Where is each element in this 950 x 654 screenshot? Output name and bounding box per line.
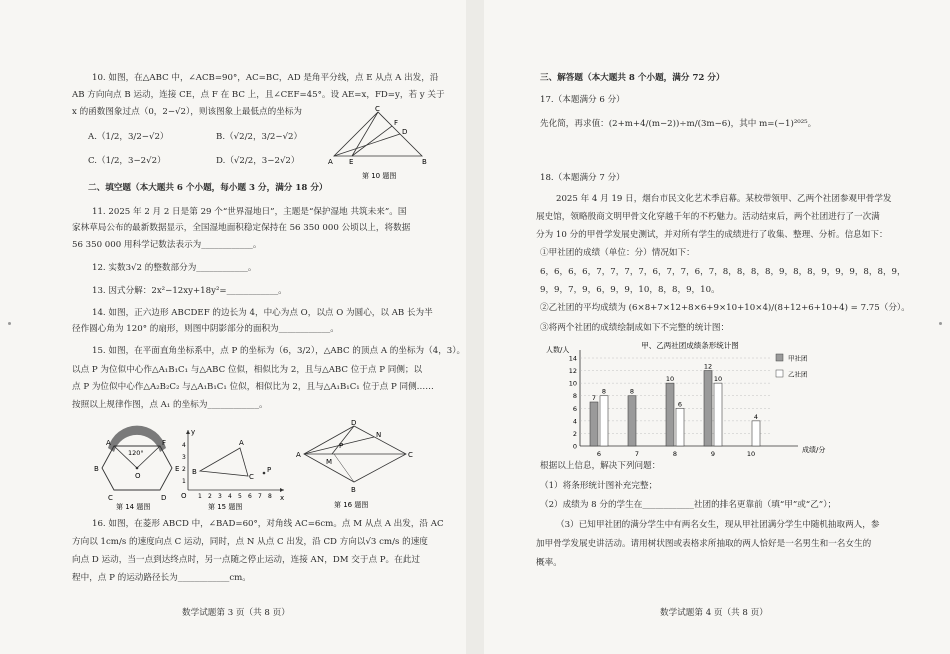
chart-x-tick: 9 (710, 450, 716, 458)
q10-option-a: A.（1/2，3/2−√2） (88, 132, 169, 142)
chart-title: 甲、乙两社团成绩条形统计图 (641, 341, 739, 350)
fig15-xtick-3: 3 (218, 493, 222, 500)
chart-y-tick: 2 (572, 429, 577, 438)
q15-line2: 以点 P 为位似中心作△A₁B₁C₁ 与△ABC 位似，相似比为 2，且与△ABC 位于点 P 同侧；以 (72, 365, 423, 375)
fig14-angle: 120° (128, 449, 144, 457)
q18-heading: 18.（本题满分 7 分） (540, 173, 625, 183)
q18-info1: ①甲社团的成绩（单位：分）情况如下： (540, 248, 695, 258)
chart-data-label: 12 (703, 362, 713, 371)
q15-line1: 15. 如图，在平面直角坐标系中，点 P 的坐标为（6，3/2），△ABC 的顶点 A 的坐标为（4，3）。 (92, 346, 466, 356)
section-3-heading: 三、解答题（本大题共 8 个小题，满分 72 分） (540, 73, 725, 83)
chart-x-tick: 7 (634, 450, 640, 458)
q10-line2: AB 方向向点 B 运动，连接 CE，点 F 在 BC 上，且∠CEF=45°。设 AE=x，FD=y，若 y 关于 (72, 90, 445, 100)
chart-bar-jia-6 (590, 402, 598, 446)
q16-figure (294, 418, 414, 512)
q10-line3: x 的函数图象过点（0，2−√2），则该图象上最低点的坐标为 (72, 107, 303, 117)
fig16-label-a: A (296, 451, 301, 459)
chart-y-tick: 10 (568, 379, 577, 388)
section-2-heading: 二、填空题（本大题共 6 个小题，每小题 3 分，满分 18 分） (88, 183, 328, 193)
fig14-label-f: F (162, 439, 167, 447)
fig15-ytick-3: 3 (182, 454, 186, 461)
chart-y-tick: 14 (568, 354, 577, 363)
chart-data-label: 8 (629, 387, 635, 396)
fig16-caption: 第 16 题图 (334, 501, 369, 509)
q10-line1: 10. 如图，在△ABC 中，∠ACB=90°，AC=BC，AD 是角平分线，点 E 从点 A 出发，沿 (92, 73, 439, 83)
fig14-label-e: E (175, 465, 180, 473)
q10-option-d: D.（√2/2，3−2√2） (216, 156, 300, 166)
fig15-ytick-1: 1 (182, 478, 186, 485)
binding-hole-right (939, 322, 942, 325)
fig15-xtick-4: 4 (228, 493, 232, 500)
binding-hole-left (8, 322, 11, 325)
fig15-caption: 第 15 题图 (208, 503, 243, 511)
q10-option-c: C.（1/2，3−2√2） (88, 156, 166, 166)
legend-label-jia: 甲社团 (788, 354, 808, 363)
q18-scores-line2: 9，9，7，9，6，9，9，10，8，8，9，10。 (540, 285, 720, 295)
q16-line1: 16. 如图，在菱形 ABCD 中，∠BAD=60°，对角线 AC=6cm。点 M 从点 A 出发，沿 AC (92, 519, 444, 529)
chart-y-tick: 4 (572, 417, 577, 426)
legend-swatch-jia (776, 354, 783, 361)
chart-y-tick-zero: 0 (572, 442, 577, 451)
fig14-label-b: B (94, 465, 99, 473)
q14-line2: 径作圆心角为 120° 的扇形，则图中阴影部分的面积为____________。 (72, 324, 339, 334)
q11-line1: 11. 2025 年 2 月 2 日是第 29 个“世界湿地日”，主题是“保护湿地 共筑未来”。国 (92, 207, 407, 217)
fig14-label-o: O (135, 472, 141, 480)
q11-line2: 家林草局公布的最新数据显示，全国湿地面积稳定保持在 56 350 000 公顷以上，将数据 (72, 223, 411, 233)
chart-bar-yi-8 (676, 408, 684, 446)
fig14-label-d: D (161, 494, 167, 502)
chart-x-label: 成绩/分 (802, 446, 826, 454)
fig15-label-x: x (280, 494, 285, 502)
q17-heading: 17.（本题满分 6 分） (540, 95, 625, 105)
q14-line1: 14. 如图，正六边形 ABCDEF 的边长为 4，中心为点 O，以点 O 为圆心，以 AB 长为半 (92, 308, 433, 318)
score-bar-chart (540, 338, 840, 464)
page-3-footer: 数学试题第 3 页（共 8 页） (182, 608, 290, 618)
page-4-footer: 数学试题第 4 页（共 8 页） (660, 608, 768, 618)
legend-label-yi: 乙社团 (788, 370, 808, 379)
chart-x-tick: 8 (672, 450, 678, 458)
q10-figure (326, 104, 436, 184)
q16-line4: 程中，点 P 的运动路径长为____________cm。 (72, 573, 251, 583)
q18-info2: ②乙社团的平均成绩为 (6×8+7×12+8×6+9×10+10×4)/(8+12+6+10+4) = 7.75（分）。 (540, 303, 910, 313)
chart-data-label: 10 (665, 375, 675, 384)
fig16-label-b: B (351, 486, 356, 494)
q18-sub1: （1）将条形统计图补充完整； (540, 481, 658, 491)
fig15-label-o: O (181, 492, 187, 500)
chart-data-label: 10 (713, 375, 723, 384)
fig15-label-c: C (249, 473, 254, 481)
fig15-label-b: B (192, 468, 197, 476)
page-3 (0, 0, 466, 654)
fig15-xtick-7: 7 (258, 493, 262, 500)
q18-line3: 分为 10 分的甲骨学发展史测试，并对所有学生的成绩进行了收集、整理、分析。信息如下： (536, 230, 888, 240)
fig14-caption: 第 14 题图 (116, 503, 151, 511)
fig10-label-a: A (328, 158, 333, 166)
q11-line3: 56 350 000 用科学记数法表示为____________。 (72, 240, 262, 250)
fig10-label-e: E (349, 158, 354, 166)
q18-sub3-line1: （3）已知甲社团的满分学生中有两名女生，现从甲社团满分学生中随机抽取两人，参 (556, 520, 880, 530)
fig15-label-p: P (267, 466, 272, 474)
legend-swatch-yi (776, 370, 783, 377)
q15-line4: 按照以上规律作图，点 A₁ 的坐标为____________。 (72, 400, 268, 410)
q18-info3: ③将两个社团的成绩绘制成如下不完整的统计图： (540, 323, 730, 333)
chart-y-label: 人数/人 (546, 346, 570, 354)
q18-scores-line1: 6，6，6，6，7，7，7，7，6，7，7，6，7，8，8，8，8，9，8，8，9，9，9，8，8，9， (540, 267, 906, 277)
q16-line2: 方向以 1cm/s 的速度向点 C 运动，同时，点 N 从点 C 出发，沿 CD 方向以√3 cm/s 的速度 (72, 537, 428, 547)
chart-bar-yi-10 (752, 421, 760, 446)
q15-figure (178, 424, 288, 512)
chart-bar-jia-9 (704, 371, 712, 446)
chart-y-tick: 6 (572, 404, 577, 413)
fig10-label-d: D (402, 128, 408, 136)
chart-data-label: 4 (753, 412, 759, 421)
fig10-label-c: C (375, 105, 380, 113)
chart-bar-yi-6 (600, 396, 608, 446)
q16-line3: 向点 D 运动，当一点到达终点时，另一点随之停止运动，连接 AN，DM 交于点 P。在此过 (72, 555, 420, 565)
fig15-ytick-4: 4 (182, 442, 186, 449)
fig10-caption: 第 10 题图 (362, 172, 397, 180)
q13-text: 13. 因式分解：2x²−12xy+18y²=____________。 (92, 286, 287, 296)
chart-bar-jia-8 (666, 383, 674, 446)
q18-sub3-line2: 加甲骨学发展史讲活动。请用树状图或表格求所抽取的两人恰好是一名男生和一名女生的 (536, 539, 872, 549)
q15-line3: 点 P 为位似中心作△A₂B₂C₂ 与△A₁B₁C₁ 位似，相似比为 2，且与△A₁B₁C₁ 位于点 P 同侧…… (72, 382, 434, 392)
fig10-label-f: F (394, 119, 399, 127)
q18-sub2: （2）成绩为 8 分的学生在____________社团的排名更靠前（填“甲”或“乙”）； (540, 500, 837, 510)
chart-bar-jia-7 (628, 396, 636, 446)
chart-data-label: 8 (601, 387, 607, 396)
fig15-label-y: y (191, 428, 196, 436)
fig16-label-m: M (326, 458, 333, 466)
fig14-label-c: C (108, 494, 113, 502)
chart-x-tick: 10 (746, 450, 756, 458)
fig15-xtick-6: 6 (248, 493, 252, 500)
fig16-label-c: C (408, 451, 413, 459)
chart-data-label: 7 (591, 394, 597, 402)
q18-sub3-line3: 概率。 (536, 558, 562, 568)
fig16-label-p: P (339, 442, 344, 450)
fig15-xtick-2: 2 (208, 493, 212, 500)
chart-x-tick: 6 (596, 450, 602, 458)
fig15-xtick-5: 5 (238, 493, 242, 500)
q14-figure (88, 424, 188, 512)
fig16-label-n: N (376, 431, 382, 439)
fig15-xtick-1: 1 (198, 493, 202, 500)
page-gutter (466, 0, 484, 654)
fig15-ytick-2: 2 (182, 466, 186, 473)
q10-option-b: B.（√2/2，3/2−√2） (216, 132, 303, 142)
fig16-label-d: D (351, 419, 357, 427)
fig15-label-a: A (239, 439, 244, 447)
fig15-xtick-8: 8 (268, 493, 272, 500)
q18-line1: 2025 年 4 月 19 日，烟台市民文化艺术季启幕。某校带领甲、乙两个社团参观甲骨学发 (556, 194, 892, 204)
fig14-label-a: A (106, 439, 111, 447)
chart-y-tick: 8 (572, 392, 577, 401)
q18-line2: 展史馆，领略殷商文明甲骨文化穿越千年的不朽魅力。活动结束后，两个社团进行了一次满 (536, 212, 880, 222)
page-4 (484, 0, 950, 654)
fig10-label-b: B (422, 158, 427, 166)
chart-y-tick: 12 (568, 367, 577, 376)
q17-body: 先化简，再求值：(2+m+4/(m−2))÷m/(3m−6)，其中 m=(−1)²⁰²⁵。 (540, 119, 817, 129)
q18-after-chart: 根据以上信息，解决下列问题： (540, 461, 661, 471)
chart-bar-yi-9 (714, 383, 722, 446)
chart-data-label: 6 (677, 400, 683, 409)
q12-text: 12. 实数3√2 的整数部分为____________。 (92, 263, 257, 273)
